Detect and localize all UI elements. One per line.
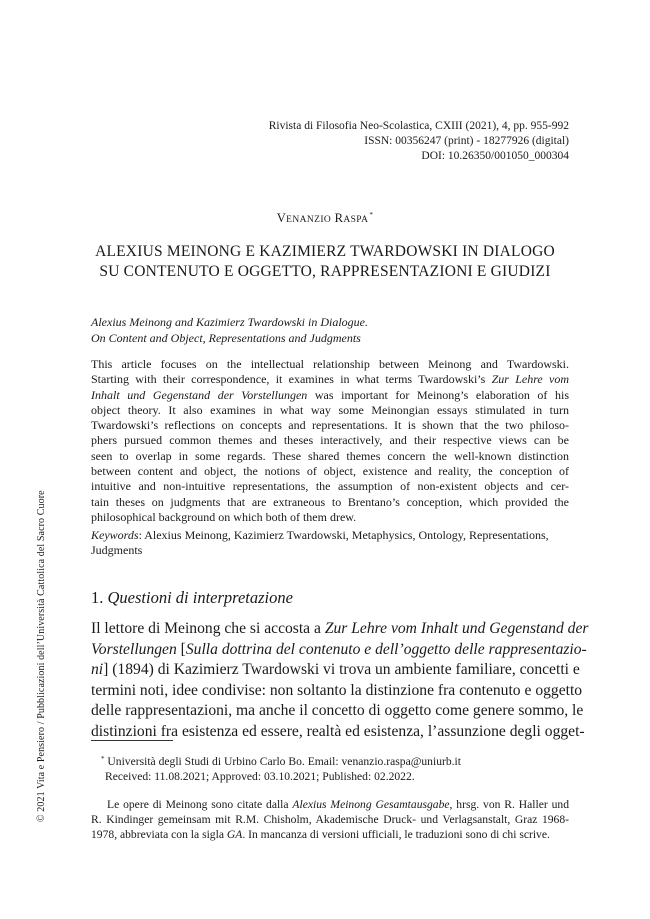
footnote-sources: Le opere di Meinong sono citate dalla Alexius Meinong Gesamtausgabe, hrsg. von R. Haller und R. Kindinger gemeinsam mit R.M. Chisholm, Akademische Druck- und Verlagsanstalt, Graz 1968- 1978, abbreviata con la sigla GA. In mancanza di versioni ufficiali, le traduzioni sono di chi scrive.	[91, 798, 569, 842]
author-footnote-mark[interactable]: *	[369, 211, 374, 219]
keywords	[91, 528, 569, 559]
journal-header	[269, 119, 569, 165]
author-name: VENANZIO RASPA*	[276, 211, 374, 225]
footnote-author: * Università degli Studi di Urbino Carlo Bo. Email: venanzio.raspa@uniurb.it Received: 11.08.2021; Approved: 03.10.2021; Published: 02.2022.	[101, 755, 461, 784]
journal-doi: DOI: 10.26350/001050_000304	[421, 150, 569, 163]
copyright-side-text: © 2021 Vita e Pensiero / Pubblicazioni dell’Università Cattolica del Sacro Cuore	[36, 490, 47, 822]
body-text: Il lettore di Meinong che si accosta a Zur Lehre vom Inhalt und Gegenstand der Vorstellungen [Sulla dottrina del contenuto e dell’oggetto delle rappresentazio- ni] (1894) di Kazimierz Twardowski vi trova un ambiente familiare, concetti e termini noti, idee condivise: non soltanto la distinzione fra contenuto e oggetto delle rappresentazioni, ma anche il concetto di oggetto come genere sommo, le distinzioni fra esistenza ed essere, realtà ed esistenza, l’assunzione degli ogget-	[91, 620, 589, 740]
keywords-label: Keywords	[91, 528, 139, 542]
article-title: ALEXIUS MEINONG E KAZIMIERZ TWARDOWSKI IN DIALOGO SU CONTENUTO E OGGETTO, RAPPRESENTAZIONI E GIUDIZI	[95, 243, 555, 280]
journal-citation: Rivista di Filosofia Neo-Scolastica, CXIII (2021), 4, pp. 955-992	[268, 120, 569, 132]
section-heading: 1. Questioni di interpretazione	[91, 588, 293, 607]
keywords-list: : Alexius Meinong, Kazimierz Twardowski, Metaphysics, Ontology, Representations, Judgments	[91, 528, 549, 558]
abstract: This article focuses on the intellectual relationship between Meinong and Twardowski. Starting with their correspondence, it examines in what terms Twardowski’s Zur Lehre vom Inhalt und Gegenstand der Vorstellungen was important for Meinong’s elaboration of his object theory. It also examines in what way some Meinongian essays stimulated in turn Twardowski’s reflections on concepts and representations. It is shown that the two philoso- phers pursued common themes and theses interactively, and their respective views can be seen to overlap in some regards. These shared themes concern the well-known distinction between content and object, the notions of object, existence and reality, the conception of intuitive and non-intuitive representations, the assumption of non-existent objects and cer- tain theses on judgments that are extraneous to Brentano’s conception, which provided the philosophical background on which both of them drew.	[91, 357, 570, 524]
journal-issn: ISSN: 00356247 (print) - 18277926 (digital)	[364, 135, 569, 148]
english-title: Alexius Meinong and Kazimierz Twardowski in Dialogue. On Content and Object, Representations and Judgments	[91, 315, 368, 345]
footnote-divider	[91, 740, 173, 741]
